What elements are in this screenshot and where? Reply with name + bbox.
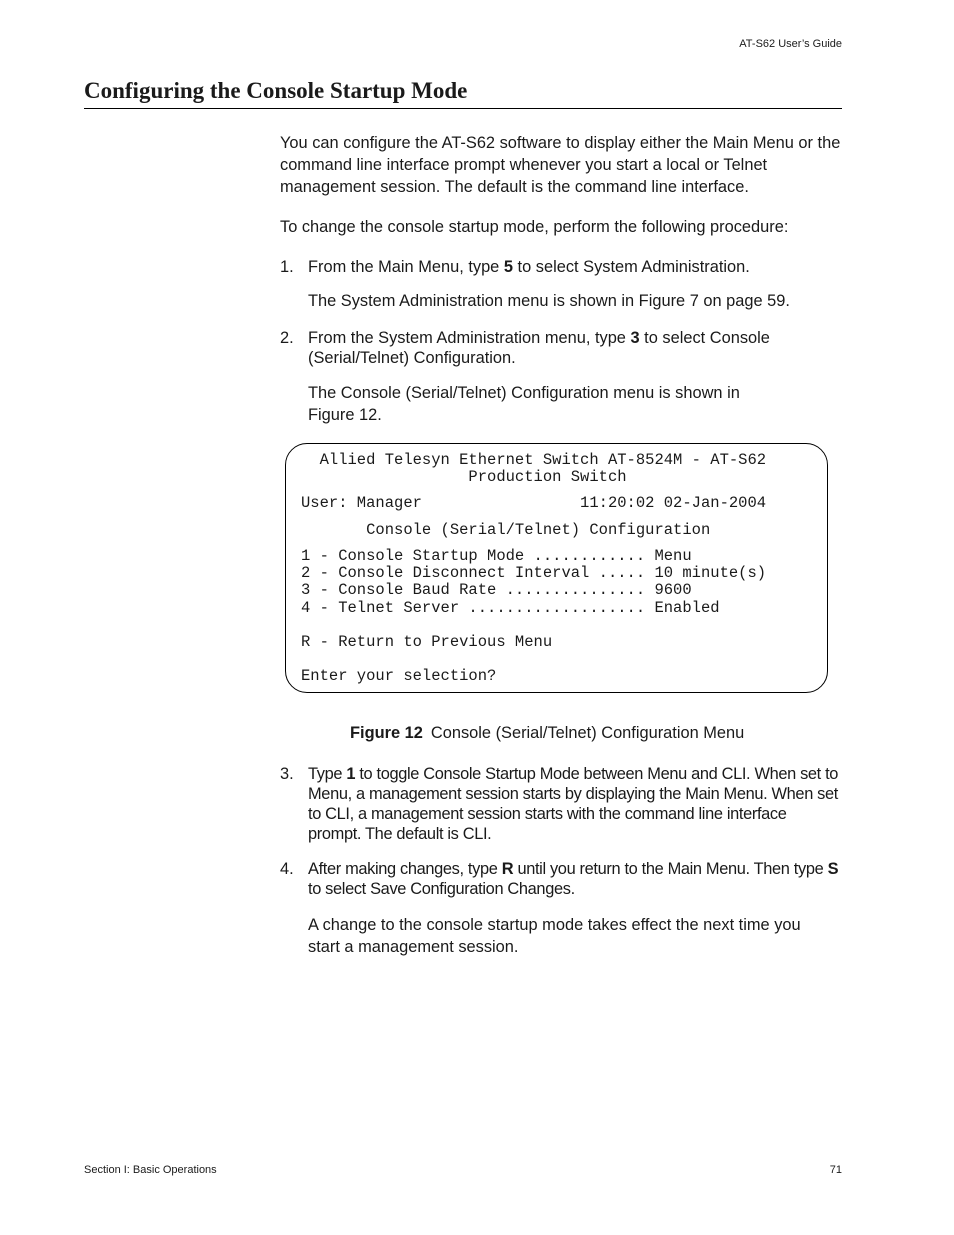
console-user-line: User: Manager 11:20:02 02-Jan-2004 <box>301 494 767 512</box>
running-header: AT-S62 User’s Guide <box>739 38 842 50</box>
section-title: Configuring the Console Startup Mode <box>84 78 842 109</box>
footer-section: Section I: Basic Operations <box>84 1164 217 1176</box>
console-menu-item: 2 - Console Disconnect Interval ..... 10 minute(s) <box>301 564 767 582</box>
key-label: R <box>501 860 514 878</box>
step-4 <box>280 859 842 899</box>
body-text <box>280 132 842 426</box>
step-3 <box>280 764 842 844</box>
step-text: From the Main Menu, type 5 to select System Administration. <box>308 258 750 276</box>
page-number: 71 <box>829 1164 842 1176</box>
step-note: The Console (Serial/Telnet) Configuration menu is shown in Figure 12. <box>308 384 740 424</box>
step-note: A change to the console startup mode takes effect the next time you start a management session. <box>308 916 801 956</box>
console-title-line-2: Production Switch <box>301 468 627 486</box>
console-prompt-line: Enter your selection? <box>301 667 497 685</box>
intro-paragraph: You can configure the AT-S62 software to display either the Main Menu or the command line interface prompt whenever you start a local or Telnet management session. The default is the command line interface. <box>280 134 841 196</box>
step-note: The System Administration menu is shown in Figure 7 on page 59. <box>308 292 790 310</box>
console-menu-item: 1 - Console Startup Mode ............ Menu <box>301 547 692 565</box>
step-1 <box>280 256 842 278</box>
console-return-line: R - Return to Previous Menu <box>301 633 553 651</box>
step-number: 4. <box>280 860 294 878</box>
step-number: 3. <box>280 765 294 783</box>
step-number: 1. <box>280 258 294 276</box>
step-text: Type 1 to toggle Console Startup Mode between Menu and CLI. When set to Menu, a management session starts by displaying the Main Menu. When set to CLI, a management session starts with the command line interface prompt. The default is CLI. <box>308 765 839 843</box>
console-menu-item: 3 - Console Baud Rate ............... 9600 <box>301 581 692 599</box>
step-text: From the System Administration menu, type 3 to select Console (Serial/Telnet) Configuration. <box>308 329 770 367</box>
step-2 <box>280 328 842 368</box>
figure-label: Figure 12 <box>350 724 423 742</box>
key-label: S <box>827 860 839 878</box>
console-menu-title: Console (Serial/Telnet) Configuration <box>301 521 711 539</box>
figure-caption-text: Console (Serial/Telnet) Configuration Menu <box>430 724 745 742</box>
key-label: 3 <box>630 329 640 347</box>
body-text-continued <box>280 764 842 958</box>
figure-caption <box>350 724 744 743</box>
key-label: 5 <box>503 258 513 276</box>
console-menu-item: 4 - Telnet Server ................... Enabled <box>301 599 720 617</box>
key-label: 1 <box>346 765 356 783</box>
console-screen-figure <box>285 443 828 693</box>
step-text: After making changes, type R until you return to the Main Menu. Then type S to select Save Configuration Changes. <box>308 860 839 898</box>
console-title-line-1: Allied Telesyn Ethernet Switch AT-8524M - AT-S62 <box>301 451 767 469</box>
procedure-intro: To change the console startup mode, perform the following procedure: <box>280 218 789 236</box>
step-number: 2. <box>280 329 294 347</box>
